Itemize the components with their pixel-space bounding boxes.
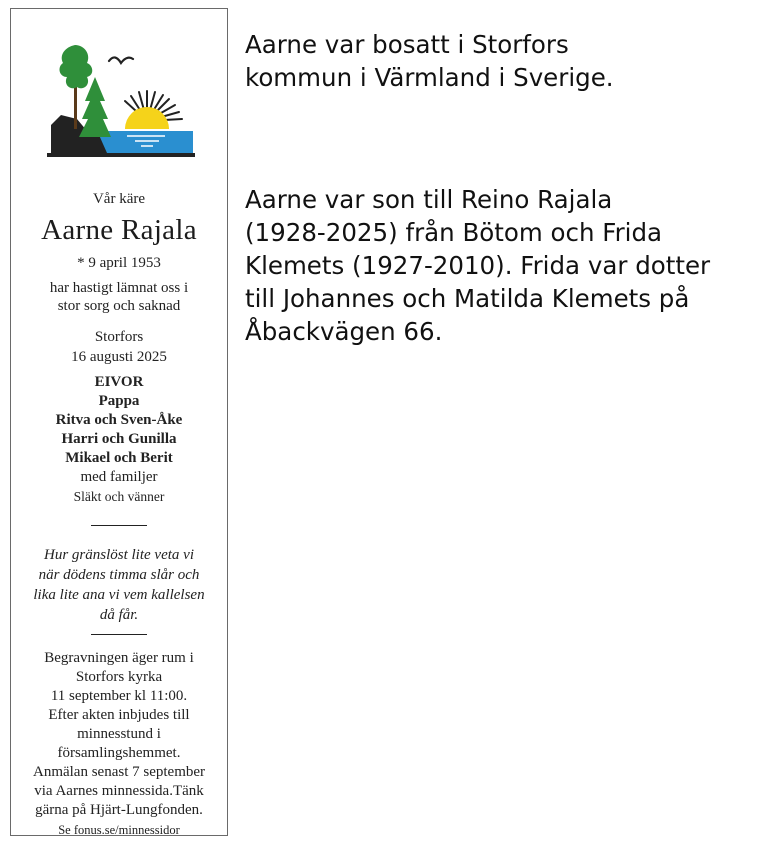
mourner-name: EIVOR: [94, 374, 144, 390]
family-line: Åbackvägen 66.: [245, 317, 443, 346]
mourner-name: Harri och Gunilla: [61, 431, 177, 447]
residence-line: kommun i Värmland i Sverige.: [245, 63, 614, 92]
memorial-page-link: Se fonus.se/minnessidor: [58, 823, 180, 837]
mourner-name: Ritva och Sven-Åke: [55, 412, 183, 428]
funeral-line: 11 september kl 11:00.: [50, 688, 188, 704]
residence-paragraph: [245, 28, 705, 94]
family-line: Klemets (1927-2010). Frida var dotter: [245, 251, 711, 280]
family-line: Aarne var son till Reino Rajala: [245, 185, 613, 214]
poem-line: Hur gränslöst lite veta vi: [44, 547, 194, 563]
poem-line: lika lite ana vi vem kallelsen: [33, 587, 205, 603]
mourners-family: med familjer: [80, 469, 158, 485]
birth-date: * 9 april 1953: [77, 255, 161, 271]
mourner-name: Pappa: [98, 393, 140, 409]
landscape-emblem-icon: [47, 39, 195, 157]
date-of-death: 16 augusti 2025: [71, 349, 167, 365]
divider: [91, 634, 147, 635]
family-line: till Johannes och Matilda Klemets på: [245, 284, 690, 313]
funeral-line: församlingshemmet.: [57, 745, 181, 761]
poem-line: då får.: [99, 607, 139, 623]
family-line: (1928-2025) från Bötom och Frida: [245, 218, 663, 247]
mourners-relatives: Släkt och vänner: [73, 489, 165, 504]
poem-line: när dödens timma slår och: [38, 567, 200, 583]
residence-line: Aarne var bosatt i Storfors: [245, 30, 569, 59]
funeral-line: gärna på Hjärt-Lungfonden.: [35, 802, 203, 818]
funeral-line: Storfors kyrka: [75, 669, 163, 685]
mourner-name: Mikael och Berit: [65, 450, 173, 466]
funeral-info: [11, 649, 227, 840]
funeral-line: Anmälan senast 7 september: [32, 764, 206, 780]
divider: [91, 525, 147, 526]
sorrow-line: stor sorg och saknad: [57, 298, 181, 314]
death-notice: [10, 8, 228, 836]
intro-text: Vår käre: [92, 191, 146, 207]
memorial-poem: [11, 545, 227, 625]
deceased-name: Aarne Rajala: [41, 214, 197, 246]
place-of-death: Storfors: [94, 329, 144, 345]
funeral-line: Efter akten inbjudes till: [48, 707, 190, 723]
sorrow-line: har hastigt lämnat oss i: [49, 280, 189, 296]
sorrow-text: [11, 279, 227, 315]
funeral-line: Begravningen äger rum i: [44, 650, 194, 666]
funeral-line: via Aarnes minnessida.Tänk: [34, 783, 204, 799]
family-paragraph: [245, 183, 755, 348]
mourners-list: [11, 373, 227, 506]
funeral-line: minnesstund i: [77, 726, 161, 742]
